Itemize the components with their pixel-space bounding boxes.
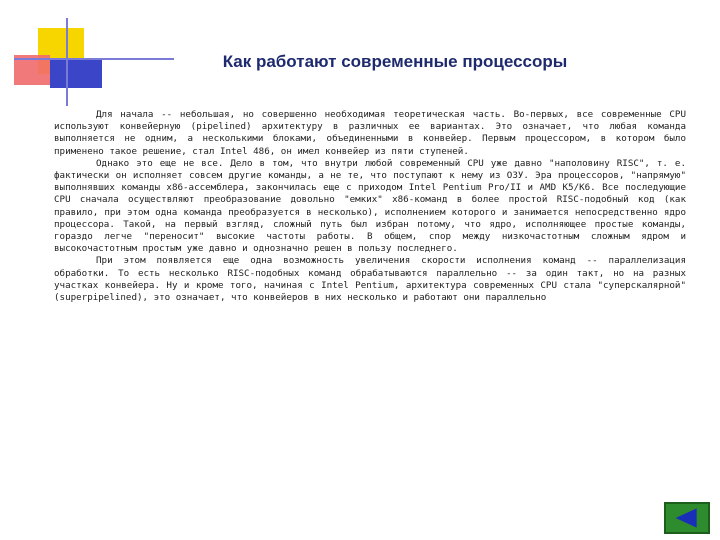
logo-vertical-line	[66, 18, 68, 106]
left-arrow-icon	[666, 504, 708, 532]
logo-blue-square	[50, 60, 102, 88]
paragraph-1: Для начала -- небольшая, но совершенно необходимая теоретическая часть. Во-первых, все современные CPU используют конвейерную (pipelined) архитектуру в различных ее вариантах. Это означает, что любая команда выполняется не одним, а несколькими блоками, объединенными в конвейер. Первым процессором, в котором было применено такое решение, стал Intel 486, он имел конвейер из пяти ступеней.	[54, 109, 686, 157]
back-button[interactable]	[664, 502, 710, 534]
paragraph-2: Однако это еще не все. Дело в том, что внутри любой современный CPU уже давно "наполовину RISC", т. е. фактически он исполняет совсем другие команды, а не те, что поступают к нему из ОЗУ. Эра процессоров, "напрямую" выполнявших команды x86-ассемблера, закончилась еще с приходом Intel Pentium Pro/II и AMD K5/K6. Все последующие CPU сначала осуществляют преобразование довольно "емких" x86-команд в более простой RISC-подобный код (как правило, при этом одна команда преобразуется в несколько), исполнением которого и занимается непосредственно ядро процессора. Такой, на первый взгляд, сложный путь был избран потому, что ядро, исполняющее простые команды, гораздо легче "переносит" высокие частоты работы. В общем, спор между низкочастотным сложным ядром и высокочастотным простым уже давно и однозначно решен в пользу последнего.	[54, 157, 686, 255]
paragraph-3: При этом появляется еще одна возможность увеличения скорости исполнения команд -- параллелизация обработки. То есть несколько RISC-подобных команд обрабатываются параллельно -- за один такт, но на разных участках конвейера. Ну и кроме того, начиная с Intel Pentium, архитектура современных CPU стала "суперскалярной" (superpipelined), это означает, что конвейеров в них несколько и работают они параллельно	[54, 255, 686, 304]
slide-title: Как работают современные процессоры	[222, 52, 568, 71]
slide-body	[54, 109, 686, 304]
